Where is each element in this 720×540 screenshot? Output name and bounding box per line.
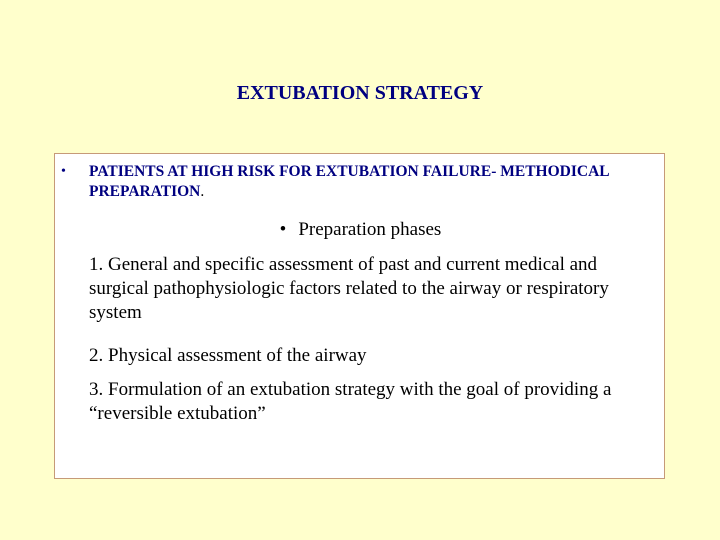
step-item-3: 3. Formulation of an extubation strategy with the goal of providing a “reversible extubation” xyxy=(89,379,612,424)
main-bullet-bold-text: PATIENTS AT HIGH RISK FOR EXTUBATION FAILURE- METHODICAL PREPARATION xyxy=(89,163,609,200)
main-bullet xyxy=(61,162,657,202)
sub-heading-text: Preparation phases xyxy=(298,219,442,240)
slide-title: EXTUBATION STRATEGY xyxy=(236,82,484,104)
sub-heading xyxy=(55,218,666,242)
content-box xyxy=(54,153,665,479)
main-bullet-tail: . xyxy=(200,183,205,200)
sub-bullet-marker: • xyxy=(279,219,287,240)
main-bullet-text xyxy=(89,162,657,202)
step-item-2: 2. Physical assessment of the airway xyxy=(89,345,367,366)
step-item-1: 1. General and specific assessment of past and current medical and surgical pathophysiologic factors related to the airway or respiratory system xyxy=(89,254,609,323)
bullet-marker: • xyxy=(61,164,66,179)
